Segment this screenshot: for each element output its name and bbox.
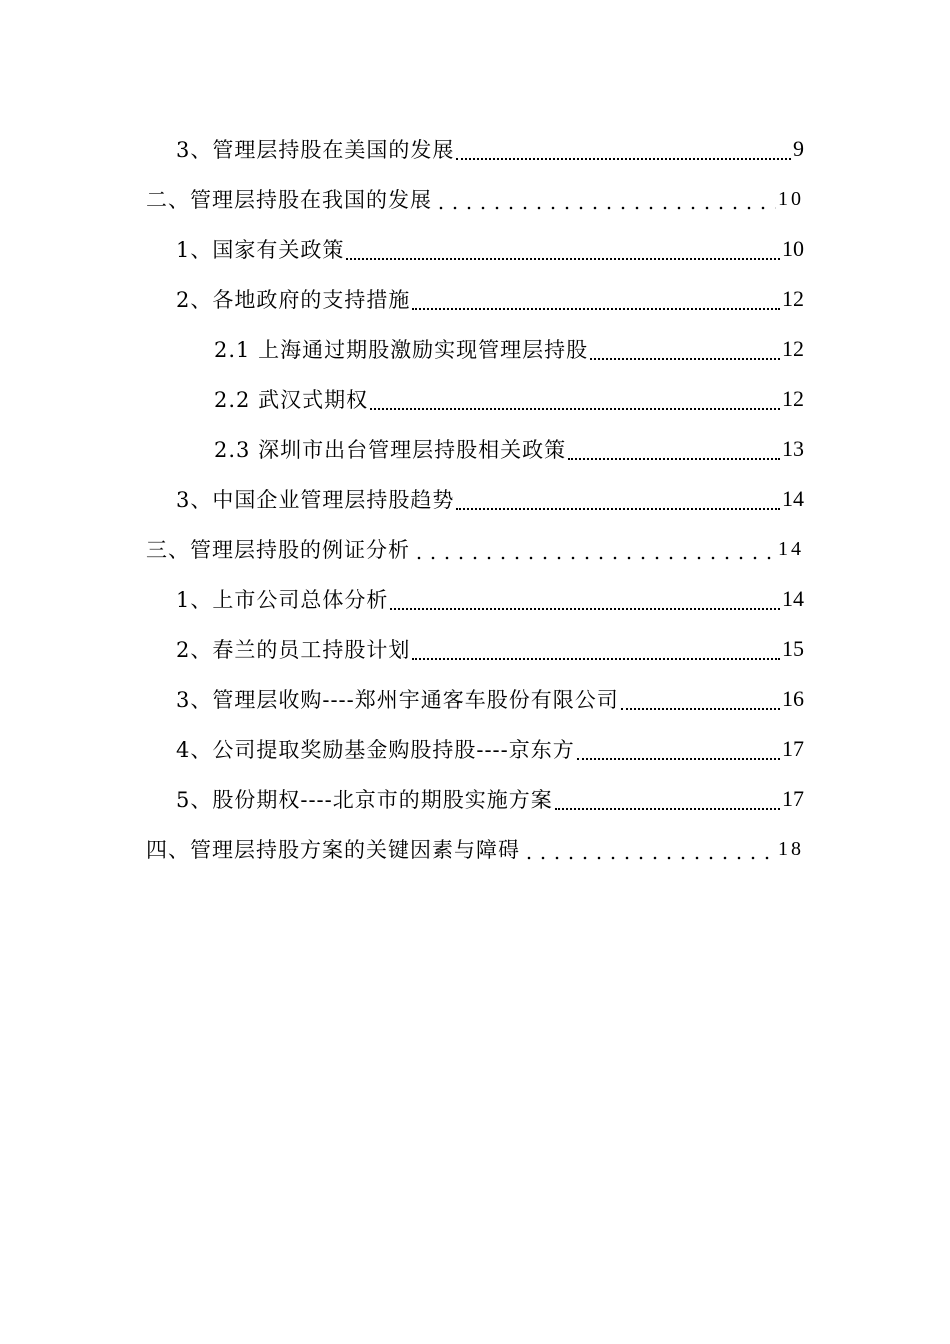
toc-entry[interactable]: [176, 224, 804, 274]
toc-entry[interactable]: [176, 724, 804, 774]
toc-entry[interactable]: [146, 824, 804, 874]
toc-entry[interactable]: [146, 524, 804, 574]
toc-page-number: 14: [782, 586, 804, 611]
toc-dot-leader: [621, 674, 780, 724]
toc-page-number: 10: [782, 236, 804, 261]
toc-entry[interactable]: [176, 624, 804, 674]
toc-dot-leader: [434, 174, 776, 224]
toc-entry[interactable]: [214, 374, 804, 424]
toc-page-number: 14: [778, 537, 804, 560]
toc-entry[interactable]: [176, 774, 804, 824]
toc-dot-leader: [412, 624, 780, 674]
toc-dot-leader: [555, 774, 780, 824]
toc-dot-leader: [590, 324, 780, 374]
toc-entry-title: 2.1 上海通过期股激励实现管理层持股: [214, 338, 589, 362]
toc-entry[interactable]: [214, 424, 804, 474]
toc-entry-title: 3、管理层持股在美国的发展: [176, 138, 455, 162]
toc-page-number: 12: [782, 286, 804, 311]
toc-entry-title: 5、股份期权----北京市的期股实施方案: [176, 788, 553, 812]
toc-entry[interactable]: [176, 674, 804, 724]
toc-dot-leader: [568, 424, 780, 474]
toc-dot-leader: [577, 724, 780, 774]
toc-entry-title: 二、管理层持股在我国的发展: [146, 188, 432, 212]
toc-entry[interactable]: [214, 324, 804, 374]
toc-entry-title: 4、公司提取奖励基金购股持股----京东方: [176, 738, 575, 762]
toc-page-number: 9: [793, 136, 804, 161]
toc-page-number: 18: [778, 837, 804, 860]
toc-entry-title: 2.2 武汉式期权: [214, 388, 369, 412]
toc-page-number: 15: [782, 636, 804, 661]
toc-entry-title: 2、春兰的员工持股计划: [176, 638, 411, 662]
toc-entry-title: 四、管理层持股方案的关键因素与障碍: [146, 838, 520, 862]
toc-page-number: 16: [782, 686, 804, 711]
toc-dot-leader: [412, 524, 776, 574]
toc-entry-title: 3、中国企业管理层持股趋势: [176, 488, 455, 512]
toc-entry[interactable]: [176, 474, 804, 524]
toc-dot-leader: [412, 274, 780, 324]
toc-page-number: 17: [782, 736, 804, 761]
toc-entry-title: 三、管理层持股的例证分析: [146, 538, 410, 562]
toc-entry-title: 1、上市公司总体分析: [176, 588, 389, 612]
toc-dot-leader: [522, 824, 776, 874]
toc-entry-title: 2、各地政府的支持措施: [176, 288, 411, 312]
toc-dot-leader: [456, 124, 791, 174]
toc-dot-leader: [390, 574, 780, 624]
toc-dot-leader: [456, 474, 780, 524]
toc-entry-title: 3、管理层收购----郑州宇通客车股份有限公司: [176, 688, 619, 712]
toc-entry-title: 2.3 深圳市出台管理层持股相关政策: [214, 438, 567, 462]
toc-entry[interactable]: [176, 274, 804, 324]
toc-page-number: 12: [782, 336, 804, 361]
toc-entry[interactable]: [176, 574, 804, 624]
toc-page-number: 13: [782, 436, 804, 461]
toc-entry-title: 1、国家有关政策: [176, 238, 345, 262]
toc-entry[interactable]: [146, 174, 804, 224]
toc-page-number: 17: [782, 786, 804, 811]
toc-page-number: 12: [782, 386, 804, 411]
toc-page-number: 14: [782, 486, 804, 511]
toc-page-number: 10: [778, 187, 804, 210]
toc-dot-leader: [346, 224, 780, 274]
toc-entry[interactable]: [176, 124, 804, 174]
toc-dot-leader: [370, 374, 780, 424]
